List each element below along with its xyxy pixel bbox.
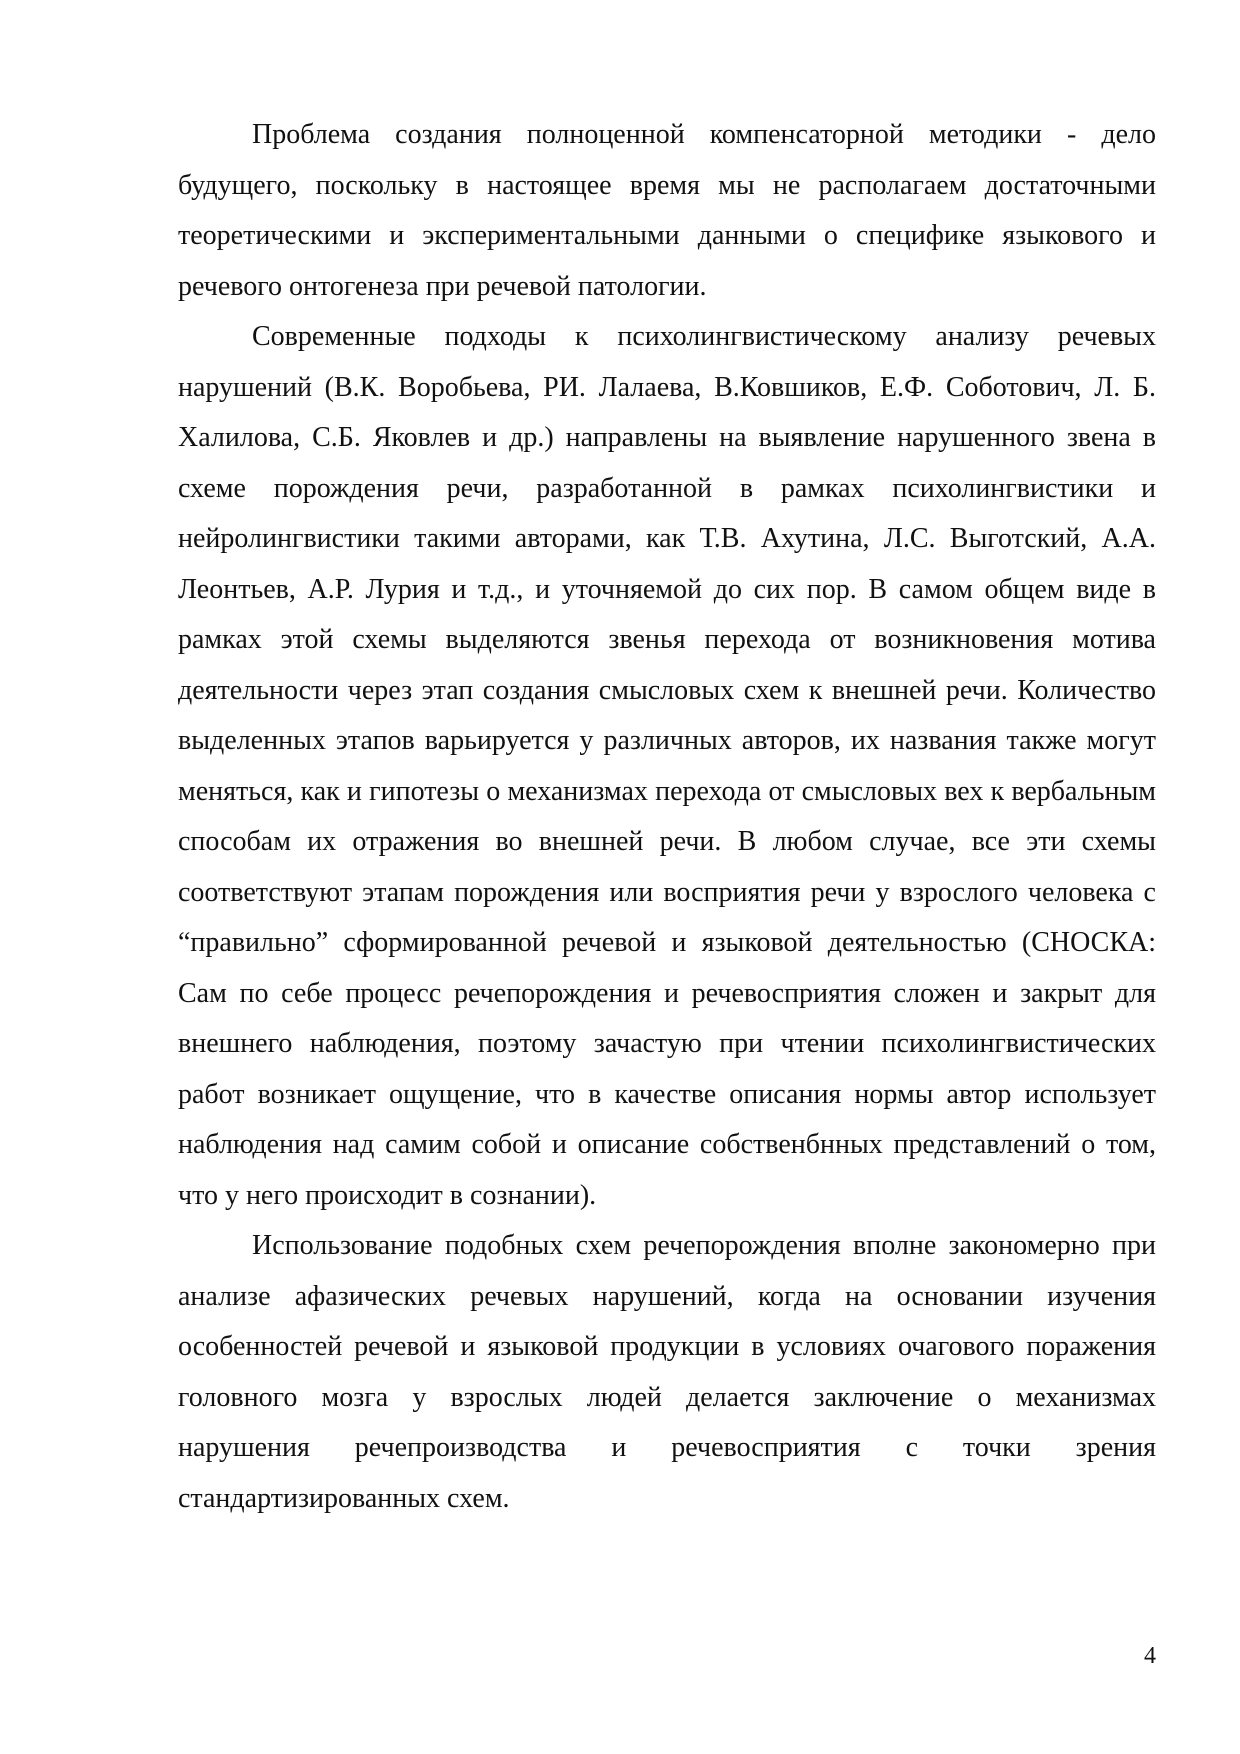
paragraph-2: Современные подходы к психолингвистическому анализу речевых нарушений (В.К. Воробьева, РИ. Лалаева, В.Ковшиков, Е.Ф. Соботович, Л. Б. Халилова, С.Б. Яковлев и др.) направлены на выявление нарушенного звена в схеме порождения речи, разработанной в рамках психолингвистики и нейролингвистики такими авторами, как Т.В. Ахутина, Л.С. Выготский, А.А. Леонтьев, А.Р. Лурия и т.д., и уточняемой до сих пор. В самом общем виде в рамках этой схемы выделяются звенья перехода от возникновения мотива деятельности через этап создания смысловых схем к внешней речи. Количество выделенных этапов варьируется у различных авторов, их названия также могут меняться, как и гипотезы о механизмах перехода от смысловых вех к вербальным способам их отражения во внешней речи. В любом случае, все эти схемы соответствуют этапам порождения или восприятия речи у взрослого человека с “правильно” сформированной речевой и языковой деятельностью (СНОСКА: Сам по себе процесс речепорождения и речевосприятия сложен и закрыт для внешнего наблюдения, поэтому зачастую при чтении психолингвистических работ возникает ощущение, что в качестве описания нормы автор использует наблюдения над самим собой и описание собственбнных представлений о том, что у него происходит в сознании). <box>178 321 1156 1211</box>
paragraph-3: Использование подобных схем речепорождения вполне закономерно при анализе афазических речевых нарушений, когда на основании изучения особенностей речевой и языковой продукции в условиях очагового поражения головного мозга у взрослых людей делается заключение о механизмах нарушения речепроизводства и речевосприятия с точки зрения стандартизированных схем. <box>178 1230 1156 1514</box>
page-number: 4 <box>1144 1643 1156 1669</box>
text-body <box>178 110 1156 1524</box>
paragraph-1: Проблема создания полноценной компенсаторной методики - дело будущего, поскольку в настоящее время мы не располагаем достаточными теоретическими и экспериментальными данными о специфике языкового и речевого онтогенеза при речевой патологии. <box>178 119 1156 302</box>
